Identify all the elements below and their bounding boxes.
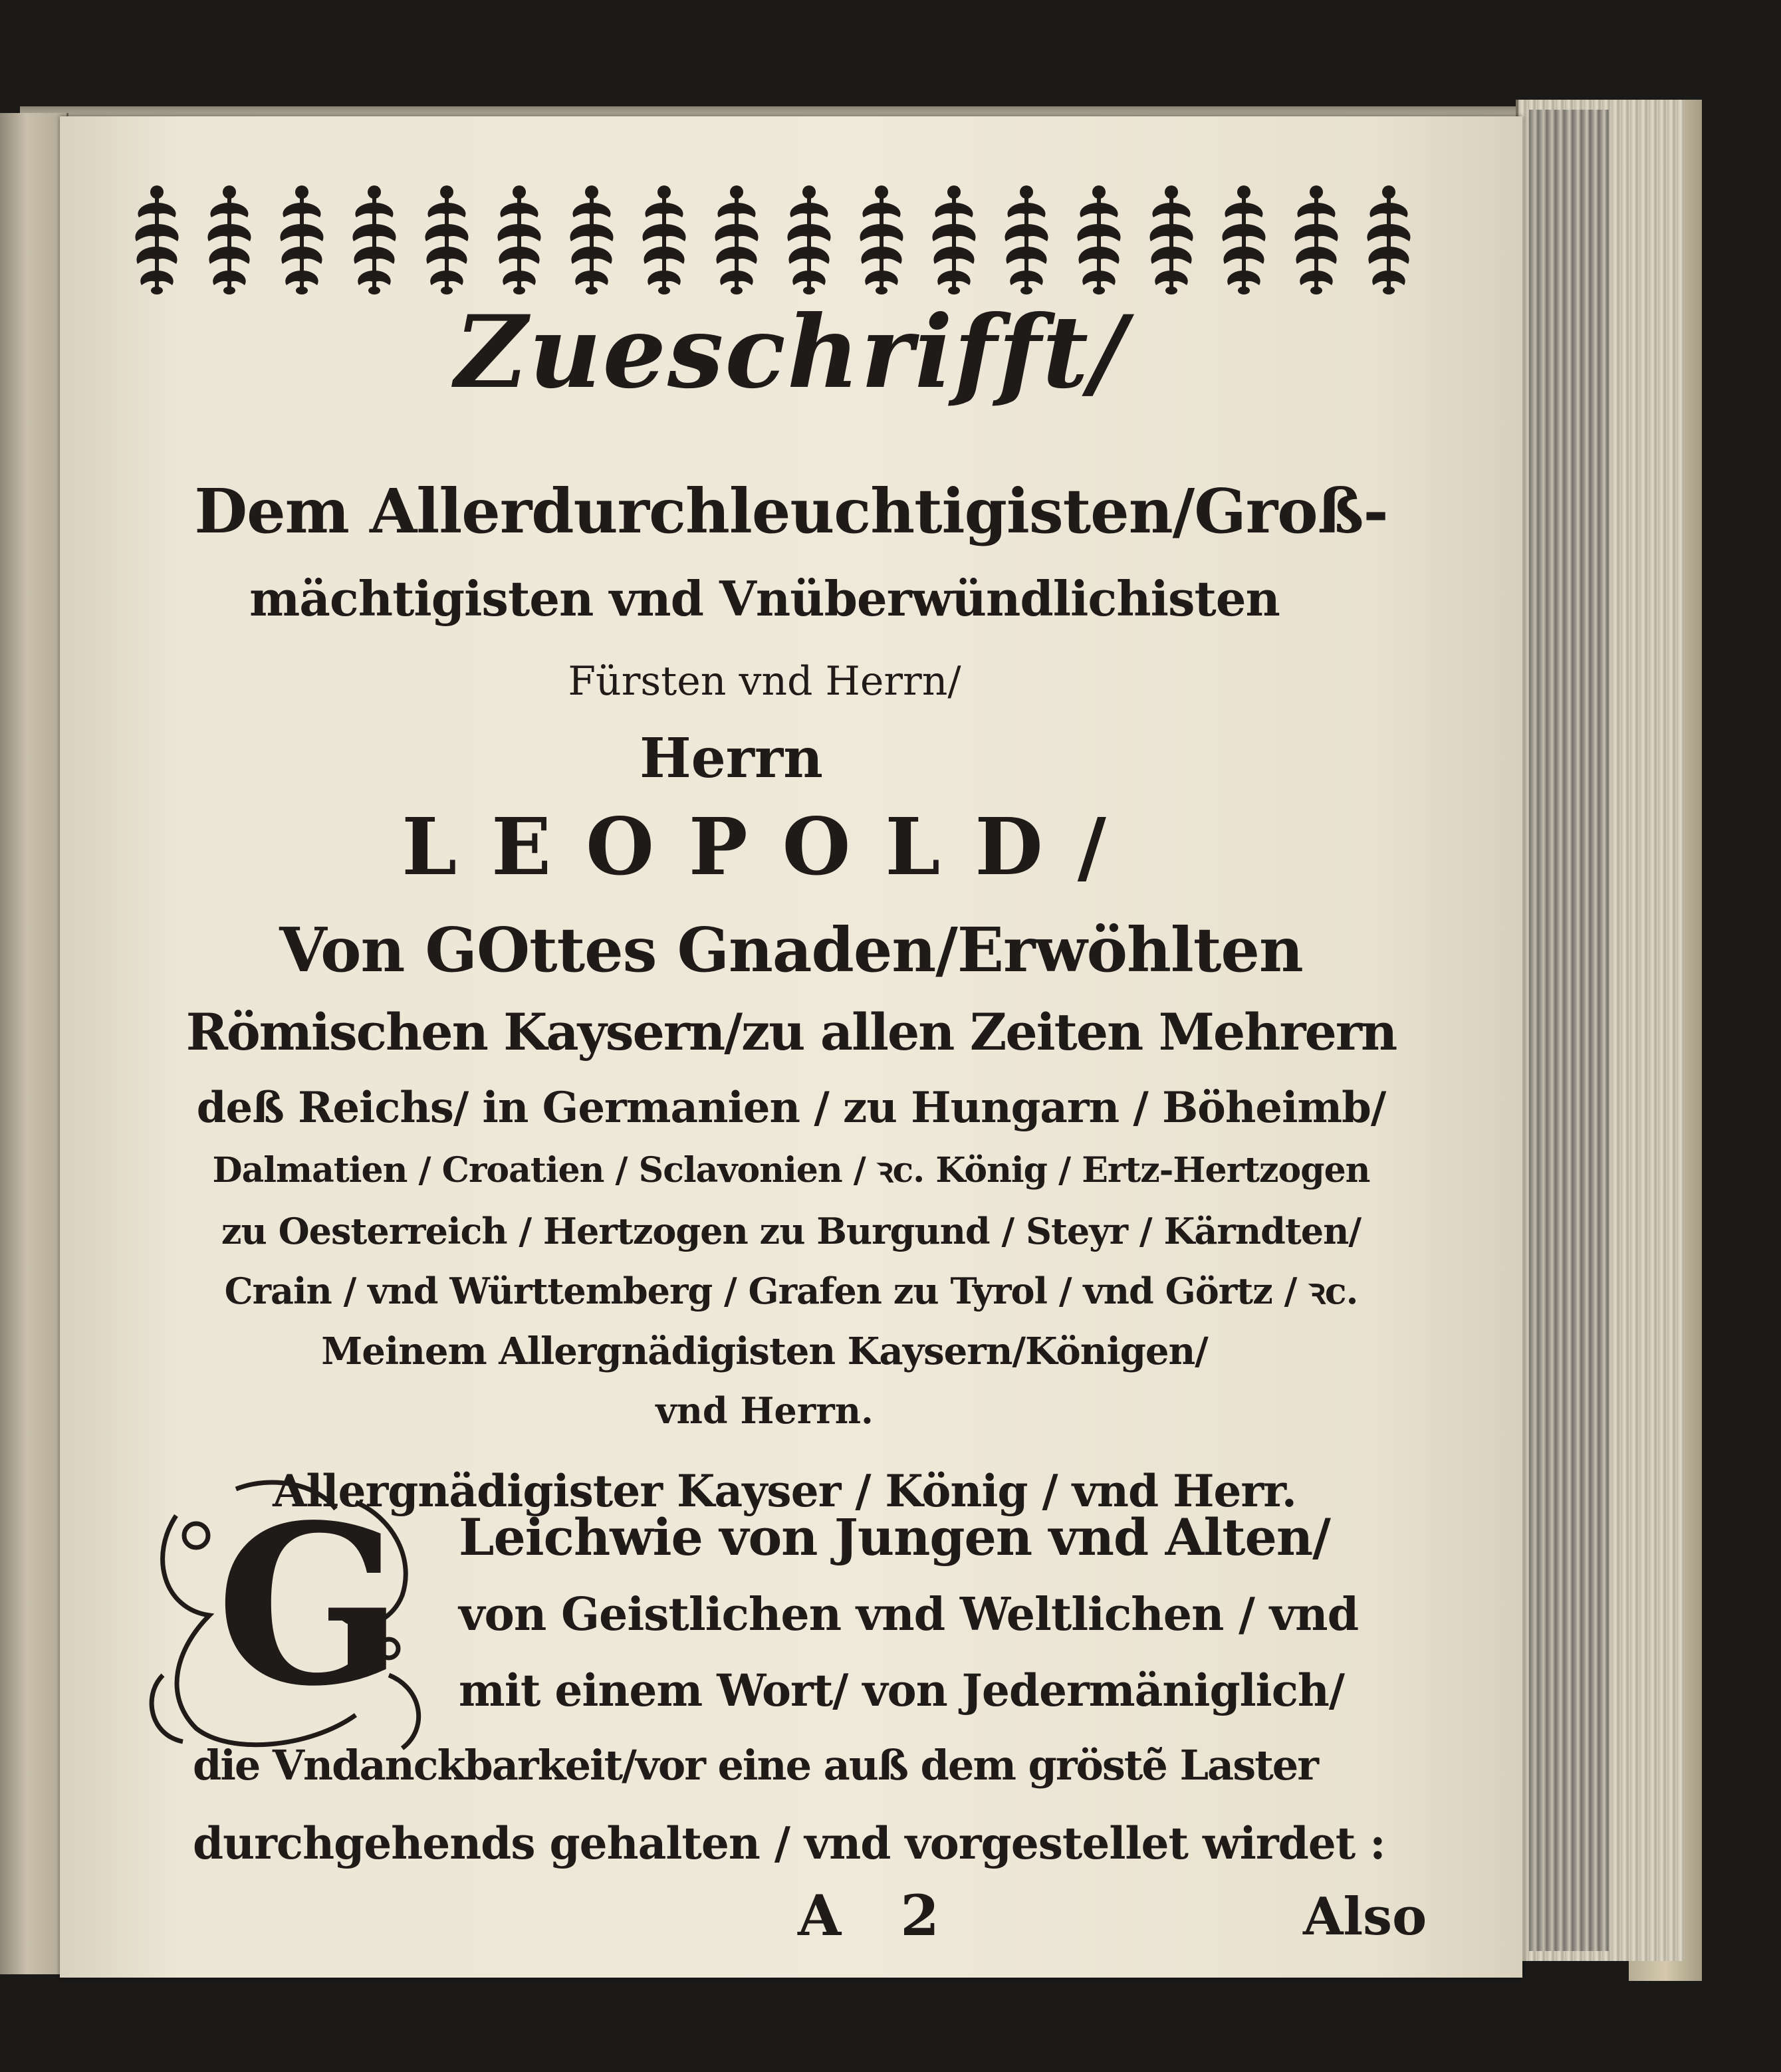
dedication-line-1: Dem Allerdurchleuchtigisten/Groß-: [194, 475, 1388, 547]
body-line-5: durchgehends gehalten / vnd vorgestellet wirdet :: [193, 1817, 1385, 1869]
dedication-line-2: mächtigisten vnd Vnüberwündlichisten: [249, 570, 1280, 627]
dedication-line-7: deß Reichs/ in Germanien / zu Hungarn / Böheimb/: [196, 1083, 1386, 1133]
drop-cap: [136, 1476, 449, 1762]
dedication-line-11: Meinem Allergnädigisten Kaysern/Königen/: [321, 1329, 1208, 1373]
dedication-line-10: Crain / vnd Württemberg / Grafen zu Tyrol / vnd Görtz / ꝛc.: [224, 1270, 1358, 1312]
dedication-line-9: zu Oesterreich / Hertzogen zu Burgund / Steyr / Kärndten/: [221, 1210, 1362, 1252]
page-title: Zueschrifft/: [455, 294, 1128, 411]
body-line-1: Leichwie von Jungen vnd Alten/: [459, 1508, 1330, 1567]
salutation: Allergnädigister Kayser / König / vnd Herr.: [273, 1465, 1296, 1517]
dedication-name: LEOPOLD/: [402, 800, 1141, 893]
body-line-3: mit einem Wort/ von Jedermäniglich/: [459, 1665, 1345, 1716]
body-line-4: die Vndanckbarkeit/vor eine auß dem gröstẽ Laster: [193, 1741, 1318, 1789]
dedication-line-6: Römischen Kaysern/zu allen Zeiten Mehrern: [185, 1002, 1397, 1062]
page-edges-shadow: [1529, 110, 1609, 1951]
left-page-edge: [0, 113, 68, 1974]
catchword: Also: [1303, 1887, 1427, 1947]
dedication-line-12: vnd Herrn.: [655, 1389, 874, 1432]
dedication-line-3: Fürsten vnd Herrn/: [568, 658, 961, 705]
dedication-line-4: Herrn: [640, 727, 823, 790]
dedication-line-5: Von GOttes Gnaden/Erwöhlten: [279, 914, 1303, 986]
drop-cap-letter: G: [216, 1476, 404, 1734]
signature-mark: A 2: [798, 1883, 959, 1948]
body-line-2: von Geistlichen vnd Weltlichen / vnd: [459, 1588, 1359, 1641]
dedication-line-8: Dalmatien / Croatien / Sclavonien / ꝛc. König / Ertz-Hertzogen: [212, 1150, 1370, 1191]
